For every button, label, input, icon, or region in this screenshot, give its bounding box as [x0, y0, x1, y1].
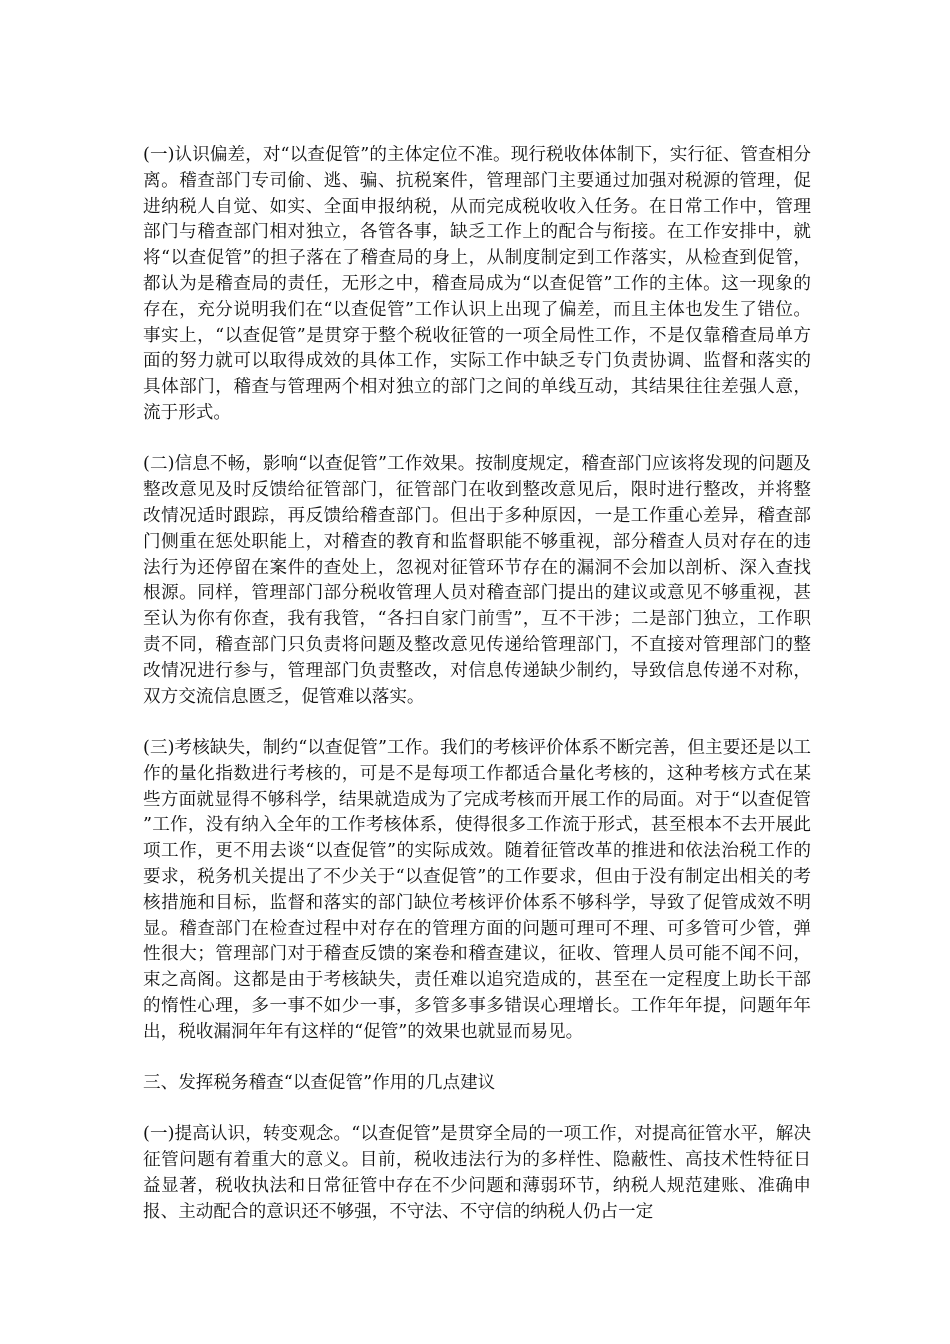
- section-heading-suggestions: 三、发挥税务稽查“以查促管”作用的几点建议: [143, 1073, 496, 1094]
- paragraph-assessment-missing: (三)考核缺失，制约“以查促管”工作。我们的考核评价体系不断完善，但主要还是以工作的量化指数进行考核的，可是不是每项工作都适合量化考核的，这种考核方式在某些方面就显得不够科学，结果就造成为了完成考核而开展工作的局面。对于“以查促管”工作，没有纳入全年的工作考核体系，使得很多工作流于形式，甚至根本不去开展此项工作，更不用去谈“以查促管”的实际成效。随着征管改革的推进和依法治税工作的要求，税务机关提出了不少关于“以查促管”的工作要求，但由于没有制定出相关的考核措施和目标，监督和落实的部门缺位考核评价体系不够科学，导致了促管成效不明显。稽查部门在检查过程中对存在的管理方面的问题可理可不理、可多管可少管，弹性很大；管理部门对于稽查反馈的案卷和稽查建议，征收、管理人员可能不闻不问，束之高阁。这都是由于考核缺失，责任难以追究造成的，甚至在一定程度上助长干部的惰性心理，多一事不如少一事，多管多事多错误心理增长。工作年年提，问题年年出，税收漏洞年年有这样的“促管”的效果也就显而易见。: [143, 737, 811, 1042]
- paragraph-raise-awareness: (一)提高认识，转变观念。“以查促管”是贯穿全局的一项工作，对提高征管水平，解决征管问题有着重大的意义。目前，税收违法行为的多样性、隐蔽性、高技术性特征日益显著，税收执法和日常征管中存在不少问题和薄弱环节，纳税人规范建账、准确申报、主动配合的意识还不够强，不守法、不守信的纳税人仍占一定: [143, 1124, 811, 1222]
- document-body: [143, 143, 811, 1251]
- paragraph-awareness-deviation: (一)认识偏差，对“以查促管”的主体定位不准。现行税收体体制下，实行征、管查相分离。稽查部门专司偷、逃、骗、抗税案件，管理部门主要通过加强对税源的管理，促进纳税人自觉、如实、全面申报纳税，从而完成税收收入任务。在日常工作中，管理部门与稽查部门相对独立，各管各事，缺乏工作上的配合与衔接。在工作安排中，就将“以查促管”的担子落在了稽查局的身上，从制度制定到工作落实，从检查到促管，都认为是稽查局的责任，无形之中，稽查局成为“以查促管”工作的主体。这一现象的存在，充分说明我们在“以查促管”工作认识上出现了偏差，而且主体也发生了错位。事实上，“以查促管”是贯穿于整个税收征管的一项全局性工作，不是仅靠稽查局单方面的努力就可以取得成效的具体工作，实际工作中缺乏专门负责协调、监督和落实的具体部门，稽查与管理两个相对独立的部门之间的单线互动，其结果往往差强人意，流于形式。: [143, 145, 811, 423]
- paragraph-information-flow: (二)信息不畅，影响“以查促管”工作效果。按制度规定，稽查部门应该将发现的问题及整改意见及时反馈给征管部门，征管部门在收到整改意见后，限时进行整改，并将整改情况适时跟踪，再反馈给稽查部门。但出于多种原因，一是工作重心差异，稽查部门侧重在惩处职能上，对稽查的教育和监督职能不够重视，部分稽查人员对存在的违法行为还停留在案件的查处上，忽视对征管环节存在的漏洞不会加以剖析、深入查找根源。同样，管理部门部分税收管理人员对稽查部门提出的建议或意见不够重视，甚至认为你有你查，我有我管，“各扫自家门前雪”，互不干涉；二是部门独立，工作职责不同，稽查部门只负责将问题及整改意见传递给管理部门，不直接对管理部门的整改情况进行参与，管理部门负责整改，对信息传递缺少制约，导致信息传递不对称，双方交流信息匮乏，促管难以落实。: [143, 454, 811, 707]
